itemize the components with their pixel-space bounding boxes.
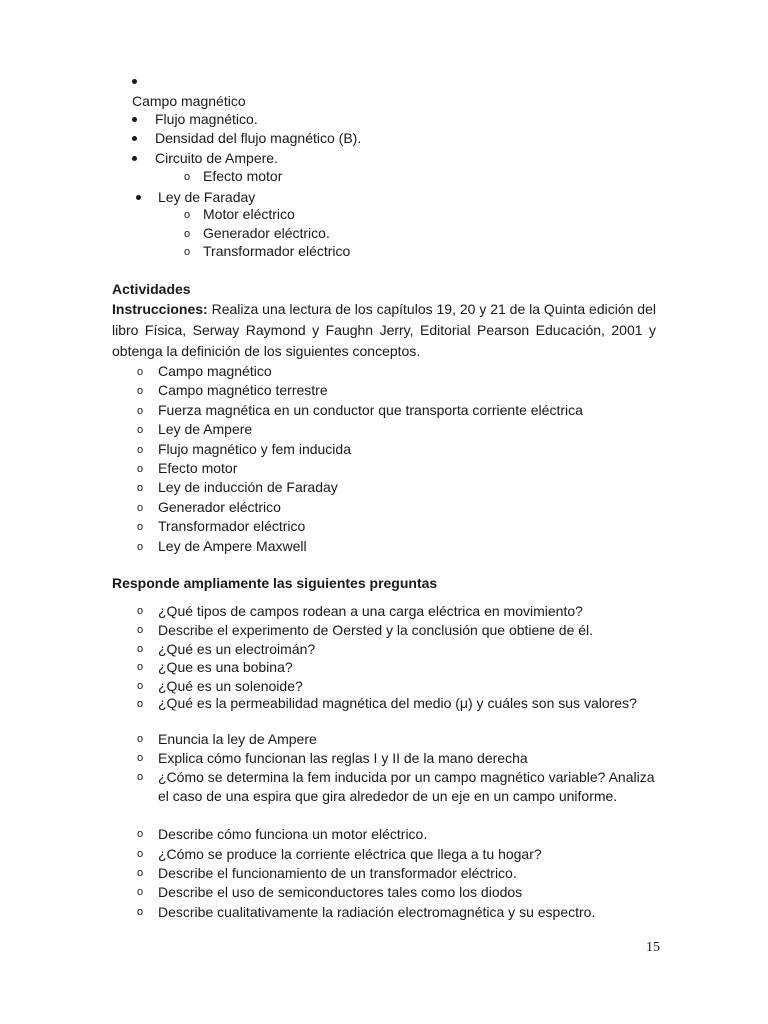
circle-bullet-icon: o: [137, 366, 144, 378]
concept-item: Generador eléctrico: [158, 499, 281, 515]
question-item: ¿Cómo se determina la fem inducida por un campo magnético variable? Analiza el caso de una espira que gira alrededor de un eje en un campo uniforme.: [158, 769, 655, 804]
instructions-label: Instrucciones:: [112, 301, 208, 317]
question-item: Enuncia la ley de Ampere: [158, 731, 317, 747]
bullet-icon: [132, 79, 137, 84]
circle-bullet-icon: o: [137, 541, 144, 553]
instructions-text: Realiza una lectura de los capítulos 19, 20 y 21 de la Quinta edición del libro Física, Serway Raymond y Faughn Jerry, Editorial Pearson Educación, 2001 y obtenga la definición de los siguientes conceptos.: [112, 301, 656, 359]
circle-bullet-icon: o: [137, 828, 144, 840]
topic-item: Flujo magnético.: [155, 111, 258, 127]
question-item: Describe el uso de semiconductores tales como los diodos: [158, 884, 523, 900]
circle-bullet-icon: o: [137, 886, 144, 898]
topics-heading: Campo magnético: [132, 93, 246, 109]
topic-subitem: Efecto motor: [203, 168, 283, 184]
circle-bullet-icon: o: [137, 698, 144, 710]
circle-bullet-icon: o: [137, 405, 144, 417]
question-item: Describe el funcionamiento de un transformador eléctrico.: [158, 865, 517, 881]
question-item: ¿Que es una bobina?: [158, 659, 293, 675]
concept-item: Transformador eléctrico: [158, 518, 306, 534]
circle-bullet-icon: o: [184, 246, 191, 258]
bullet-icon: [136, 195, 141, 200]
questions-title: Responde ampliamente las siguientes preguntas: [112, 575, 438, 591]
topic-item: Densidad del flujo magnético (B).: [155, 130, 362, 146]
concept-item: Campo magnético terrestre: [158, 382, 328, 398]
circle-bullet-icon: o: [137, 848, 144, 860]
circle-bullet-icon: o: [137, 680, 144, 692]
page-number: 15: [646, 940, 660, 955]
topic-item: Circuito de Ampere.: [155, 150, 278, 166]
topic-item: Ley de Faraday: [158, 189, 256, 205]
circle-bullet-icon: o: [184, 171, 191, 183]
circle-bullet-icon: o: [137, 906, 144, 918]
bullet-icon: [132, 117, 137, 122]
bullet-icon: [132, 156, 137, 161]
bullet-icon: [132, 136, 137, 141]
circle-bullet-icon: o: [137, 521, 144, 533]
circle-bullet-icon: o: [137, 643, 144, 655]
question-item: Describe el experimento de Oersted y la conclusión que obtiene de él.: [158, 622, 594, 638]
circle-bullet-icon: o: [137, 752, 144, 764]
question-item: Describe cómo funciona un motor eléctrico.: [158, 826, 428, 842]
topic-subitem: Transformador eléctrico: [203, 243, 351, 259]
circle-bullet-icon: o: [137, 463, 144, 475]
question-item: ¿Qué tipos de campos rodean a una carga eléctrica en movimiento?: [158, 603, 583, 619]
circle-bullet-icon: o: [137, 385, 144, 397]
activities-title: Actividades: [112, 281, 191, 297]
circle-bullet-icon: o: [137, 624, 144, 636]
concept-item: Fuerza magnética en un conductor que transporta corriente eléctrica: [158, 402, 583, 418]
topic-subitem: Motor eléctrico: [203, 206, 295, 222]
circle-bullet-icon: o: [137, 867, 144, 879]
circle-bullet-icon: o: [137, 733, 144, 745]
circle-bullet-icon: o: [137, 661, 144, 673]
circle-bullet-icon: o: [137, 771, 144, 783]
instructions-paragraph: [112, 299, 656, 362]
question-item: ¿Cómo se produce la corriente eléctrica que llega a tu hogar?: [158, 846, 542, 862]
circle-bullet-icon: o: [137, 482, 144, 494]
question-item: ¿Qué es un electroimán?: [158, 641, 316, 657]
circle-bullet-icon: o: [137, 444, 144, 456]
question-item: ¿Qué es la permeabilidad magnética del medio (μ) y cuáles son sus valores?: [158, 695, 637, 711]
topic-subitem: Generador eléctrico.: [203, 225, 330, 241]
concept-item: Ley de Ampere Maxwell: [158, 538, 307, 554]
concept-item: Ley de Ampere: [158, 421, 253, 437]
circle-bullet-icon: o: [184, 209, 191, 221]
question-item: ¿Qué es un solenoide?: [158, 678, 303, 694]
concept-item: Flujo magnético y fem inducida: [158, 441, 351, 457]
circle-bullet-icon: o: [137, 424, 144, 436]
concept-item: Campo magnético: [158, 363, 272, 379]
circle-bullet-icon: o: [184, 228, 191, 240]
question-item: Explica cómo funcionan las reglas I y II de la mano derecha: [158, 750, 528, 766]
circle-bullet-icon: o: [137, 605, 144, 617]
concept-item: Ley de inducción de Faraday: [158, 479, 338, 495]
circle-bullet-icon: o: [137, 502, 144, 514]
concept-item: Efecto motor: [158, 460, 238, 476]
question-item: Describe cualitativamente la radiación electromagnética y su espectro.: [158, 904, 596, 920]
